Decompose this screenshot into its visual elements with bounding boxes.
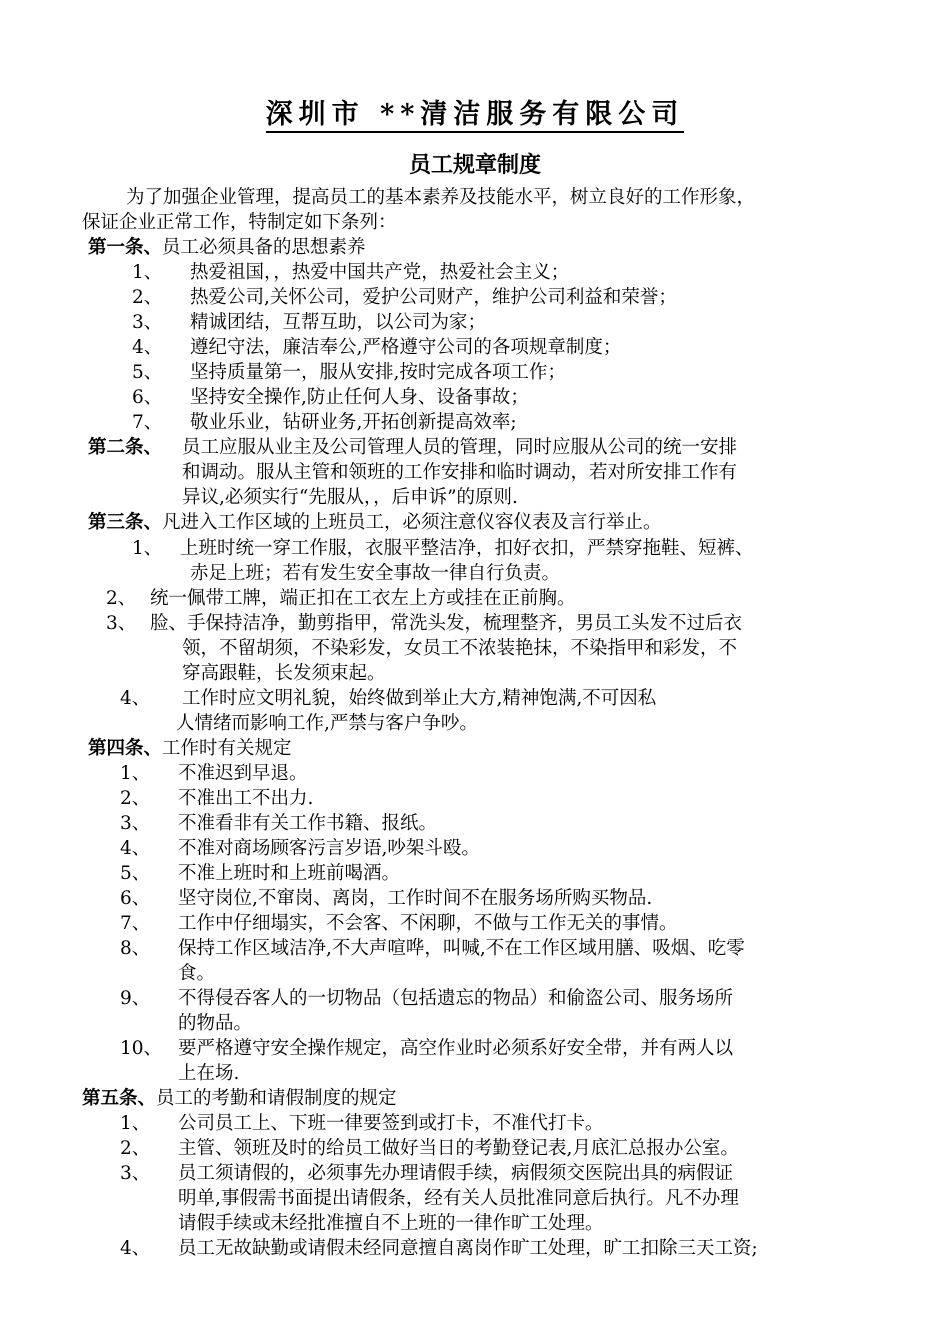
list-number: 2、 xyxy=(132,287,163,308)
list-number: 3、 xyxy=(120,1163,151,1184)
list-number: 3、 xyxy=(132,312,163,333)
intro-line: 为了加强企业管理，提高员工的基本素养及技能水平，树立良好的工作形象， xyxy=(126,187,756,208)
list-number: 3、 xyxy=(120,813,151,834)
list-number: 1、 xyxy=(132,538,163,559)
list-item: 请假手续或未经批准擅自不上班的一律作旷工处理。 xyxy=(178,1213,604,1234)
list-number: 2、 xyxy=(120,1138,151,1159)
intro-line: 保证企业正常工作，特制定如下条列： xyxy=(82,212,397,233)
list-number: 7、 xyxy=(132,412,163,433)
list-item: 遵纪守法，廉洁奉公,严格遵守公司的各项规章制度； xyxy=(190,337,622,358)
article-heading: 第四条、工作时有关规定 xyxy=(88,738,292,759)
article-label: 第二条、 xyxy=(88,437,163,458)
list-item: 食。 xyxy=(178,963,216,984)
list-item: 不得侵吞客人的一切物品（包括遗忘的物品）和偷盗公司、服务场所 xyxy=(178,988,734,1009)
list-number: 1、 xyxy=(120,1113,151,1134)
list-item: 工作时应文明礼貌，始终做到举止大方,精神饱满,不可因私 xyxy=(182,688,657,709)
article-heading: 第一条、员工必须具备的思想素养 xyxy=(88,237,366,258)
list-item: 上在场. xyxy=(178,1063,240,1084)
list-item: 员工无故缺勤或请假未经同意擅自离岗作旷工处理，旷工扣除三天工资; xyxy=(178,1238,758,1259)
list-item: 工作中仔细塌实，不会客、不闲聊，不做与工作无关的事情。 xyxy=(178,913,678,934)
list-item: 要严格遵守安全操作规定，高空作业时必须系好安全带，并有两人以 xyxy=(178,1038,734,1059)
list-item: 主管、领班及时的给员工做好当日的考勤登记表,月底汇总报办公室。 xyxy=(178,1138,739,1159)
list-number: 6、 xyxy=(120,888,151,909)
list-number: 8、 xyxy=(120,938,151,959)
article-line: 员工应服从业主及公司管理人员的管理，同时应服从公司的统一安排 xyxy=(182,437,738,458)
list-item: 不准看非有关工作书籍、报纸。 xyxy=(178,813,438,834)
list-number: 3、 xyxy=(106,613,137,634)
company-title: 深圳市 **清洁服务有限公司 xyxy=(0,92,950,131)
list-item: 不准出工不出力. xyxy=(178,788,314,809)
list-item: 领，不留胡须，不染彩发，女员工不浓装艳抹，不染指甲和彩发，不 xyxy=(182,638,738,659)
list-number: 5、 xyxy=(120,863,151,884)
list-item: 不准对商场顾客污言岁语,吵架斗殴。 xyxy=(178,838,480,859)
list-item: 坚守岗位,不窜岗、离岗，工作时间不在服务场所购买物品. xyxy=(178,888,653,909)
article-heading: 第五条、员工的考勤和请假制度的规定 xyxy=(82,1088,397,1109)
article-heading: 第三条、凡进入工作区域的上班员工，必须注意仪容仪表及言行举止。 xyxy=(88,512,662,533)
list-number: 4、 xyxy=(120,1238,151,1259)
article-line: 和调动。服从主管和领班的工作安排和临时调动，若对所安排工作有 xyxy=(182,462,738,483)
list-item: 穿高跟鞋，长发须束起。 xyxy=(182,663,386,684)
list-item: 保持工作区域洁净,不大声喧哗，叫喊,不在工作区域用膳、吸烟、吃零 xyxy=(178,938,745,959)
list-item: 赤足上班；若有发生安全事故一律自行负责。 xyxy=(190,563,561,584)
list-number: 5、 xyxy=(132,362,163,383)
list-item: 公司员工上、下班一律要签到或打卡，不准代打卡。 xyxy=(178,1113,604,1134)
list-item: 人情绪而影响工作,严禁与客户争吵。 xyxy=(176,713,478,734)
list-item: 明单,事假需书面提出请假条，经有关人员批准同意后执行。凡不办理 xyxy=(178,1188,739,1209)
list-item: 热爱祖国，，热爱中国共产党，热爱社会主义； xyxy=(190,262,570,283)
list-number: 4、 xyxy=(132,337,163,358)
list-item: 精诚团结，互帮互助，以公司为家； xyxy=(190,312,487,333)
list-number: 4、 xyxy=(120,688,151,709)
list-number: 2、 xyxy=(120,788,151,809)
list-item: 脸、手保持洁净，勤剪指甲，常洗头发，梳理整齐，男员工头发不过后衣 xyxy=(150,613,743,634)
list-item: 热爱公司,关怀公司，爱护公司财产，维护公司利益和荣誉； xyxy=(190,287,677,308)
list-number: 6、 xyxy=(132,387,163,408)
list-number: 4、 xyxy=(120,838,151,859)
list-item: 坚持安全操作,防止任何人身、设备事故； xyxy=(190,387,529,408)
list-item: 上班时统一穿工作服，衣服平整洁净，扣好衣扣，严禁穿拖鞋、短裤、 xyxy=(180,538,754,559)
list-number: 10、 xyxy=(120,1038,163,1059)
list-number: 7、 xyxy=(120,913,151,934)
list-item: 不准迟到早退。 xyxy=(178,763,308,784)
list-number: 1、 xyxy=(132,262,163,283)
document-title: 员工规章制度 xyxy=(408,152,541,178)
list-number: 1、 xyxy=(120,763,151,784)
list-item: 敬业乐业，钻研业务,开拓创新提高效率; xyxy=(190,412,517,433)
list-item: 员工须请假的，必须事先办理请假手续，病假须交医院出具的病假证 xyxy=(178,1163,734,1184)
list-number: 9、 xyxy=(120,988,151,1009)
article-line: 异议,必须实行“先服从，，后申诉”的原则. xyxy=(182,487,518,508)
list-item: 的物品。 xyxy=(178,1013,253,1034)
list-item: 坚持质量第一，服从安排,按时完成各项工作； xyxy=(190,362,566,383)
list-item: 不准上班时和上班前喝酒。 xyxy=(178,863,401,884)
list-number: 2、 xyxy=(106,588,137,609)
list-item: 统一佩带工牌，端正扣在工衣左上方或挂在正前胸。 xyxy=(150,588,576,609)
